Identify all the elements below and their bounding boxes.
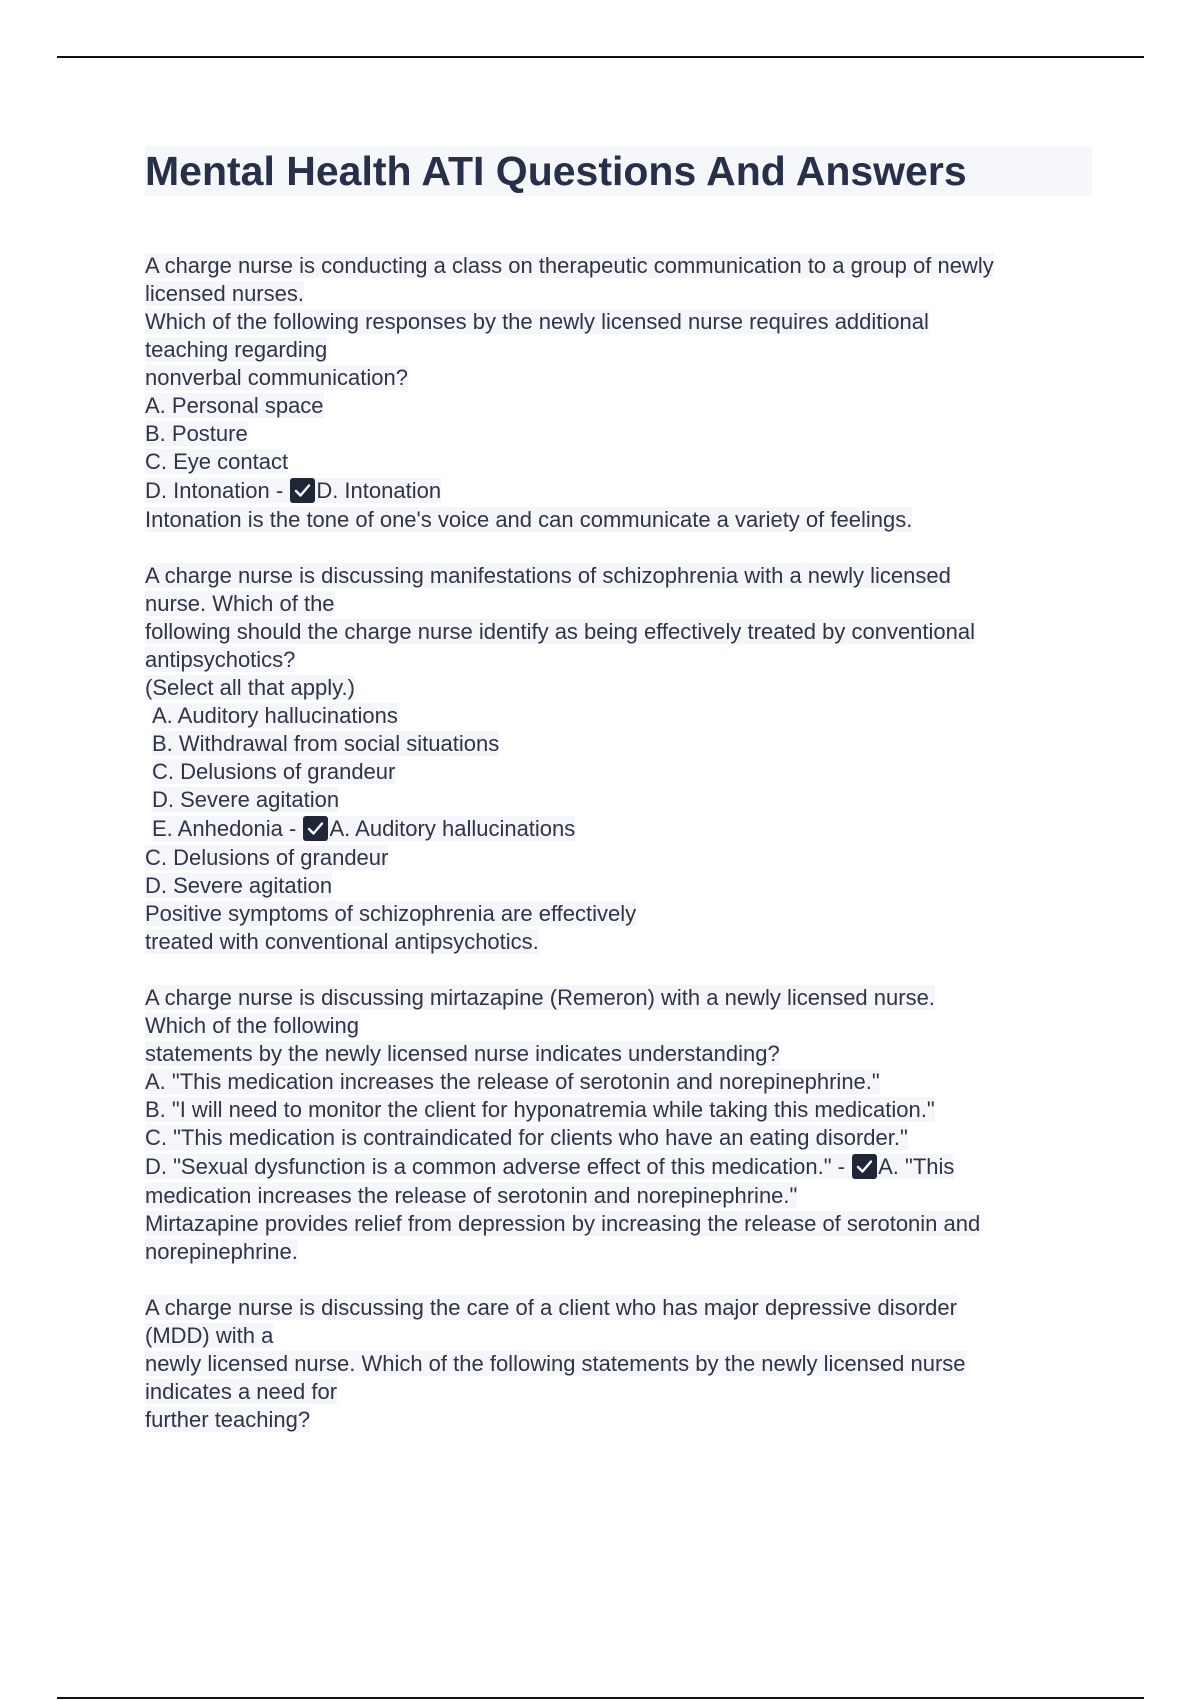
question-3-option-c: C. "This medication is contraindicated for clients who have an eating disorder." <box>145 1125 908 1150</box>
top-rule <box>57 56 1144 58</box>
question-1-rationale-line-1: Intonation is the tone of one's voice and can communicate a variety of feelings. <box>145 507 913 532</box>
question-1-prompt-line-4: teaching regarding <box>145 337 328 362</box>
question-1-option-c: C. Eye contact <box>145 449 289 474</box>
question-4-prompt-line-5: further teaching? <box>145 1407 311 1432</box>
question-2-prompt-line-2: nurse. Which of the <box>145 591 335 616</box>
checkmark-icon <box>303 816 328 841</box>
bottom-rule <box>57 1697 1144 1699</box>
page-title: Mental Health ATI Questions And Answers <box>145 146 1092 196</box>
question-2-correct-answer: A. Auditory hallucinations <box>329 816 576 841</box>
question-3-prompt-line-1: A charge nurse is discussing mirtazapine (Remeron) with a newly licensed nurse. <box>145 985 935 1010</box>
question-2-rationale-line-1: Positive symptoms of schizophrenia are effectively <box>145 901 637 926</box>
question-3-option-b: B. "I will need to monitor the client for hyponatremia while taking this medication." <box>145 1097 935 1122</box>
question-3-option-d: D. "Sexual dysfunction is a common adverse effect of this medication." - <box>145 1154 845 1179</box>
question-2-answer-line <box>145 814 1095 844</box>
question-3 <box>145 984 1095 1266</box>
question-2-option-d: D. Severe agitation <box>152 787 340 812</box>
question-3-prompt-line-2: Which of the following <box>145 1013 359 1038</box>
question-4 <box>145 1294 1095 1434</box>
question-1 <box>145 252 1095 534</box>
question-1-prompt-line-1: A charge nurse is conducting a class on therapeutic communication to a group of newly <box>145 253 994 278</box>
question-2-option-b: B. Withdrawal from social situations <box>152 731 500 756</box>
question-2-correct-answer-line-3: D. Severe agitation <box>145 873 333 898</box>
question-4-prompt-line-4: indicates a need for <box>145 1379 338 1404</box>
question-1-correct-answer: D. Intonation <box>316 478 442 503</box>
question-3-correct-answer-line-2: medication increases the release of serotonin and norepinephrine." <box>145 1183 798 1208</box>
question-spacer <box>145 534 1095 562</box>
question-2-prompt-line-3: following should the charge nurse identify as being effectively treated by conventional <box>145 619 976 644</box>
question-3-correct-answer: A. "This <box>878 1154 955 1179</box>
question-1-option-d: D. Intonation - <box>145 478 284 503</box>
question-3-prompt-line-3: statements by the newly licensed nurse indicates understanding? <box>145 1041 780 1066</box>
question-1-prompt-line-3: Which of the following responses by the newly licensed nurse requires additional <box>145 309 929 334</box>
checkmark-icon <box>852 1154 877 1179</box>
question-2-option-a: A. Auditory hallucinations <box>152 703 398 728</box>
question-4-prompt-line-2: (MDD) with a <box>145 1323 274 1348</box>
question-1-answer-line <box>145 476 1095 506</box>
question-3-answer-line <box>145 1152 1095 1182</box>
question-2-prompt-line-1: A charge nurse is discussing manifestations of schizophrenia with a newly licensed <box>145 563 951 588</box>
question-1-prompt-line-5: nonverbal communication? <box>145 365 408 390</box>
question-2-rationale-line-2: treated with conventional antipsychotics. <box>145 929 539 954</box>
question-2-prompt-line-4: antipsychotics? <box>145 647 296 672</box>
question-2-option-c: C. Delusions of grandeur <box>152 759 396 784</box>
document-body <box>145 252 1095 1434</box>
question-2-prompt-line-5: (Select all that apply.) <box>145 675 355 700</box>
question-3-option-a: A. "This medication increases the release of serotonin and norepinephrine." <box>145 1069 880 1094</box>
question-2-option-e: E. Anhedonia - <box>152 816 297 841</box>
question-1-option-b: B. Posture <box>145 421 248 446</box>
question-1-prompt-line-2: licensed nurses. <box>145 281 304 306</box>
question-4-prompt-line-1: A charge nurse is discussing the care of a client who has major depressive disorder <box>145 1295 957 1320</box>
question-1-option-a: A. Personal space <box>145 393 324 418</box>
question-2 <box>145 562 1095 956</box>
question-spacer <box>145 1266 1095 1294</box>
question-2-correct-answer-line-2: C. Delusions of grandeur <box>145 845 389 870</box>
question-3-rationale-line-2: norepinephrine. <box>145 1239 298 1264</box>
question-4-prompt-line-3: newly licensed nurse. Which of the following statements by the newly licensed nurse <box>145 1351 966 1376</box>
question-3-rationale-line-1: Mirtazapine provides relief from depression by increasing the release of serotonin and <box>145 1211 981 1236</box>
question-spacer <box>145 956 1095 984</box>
checkmark-icon <box>290 478 315 503</box>
